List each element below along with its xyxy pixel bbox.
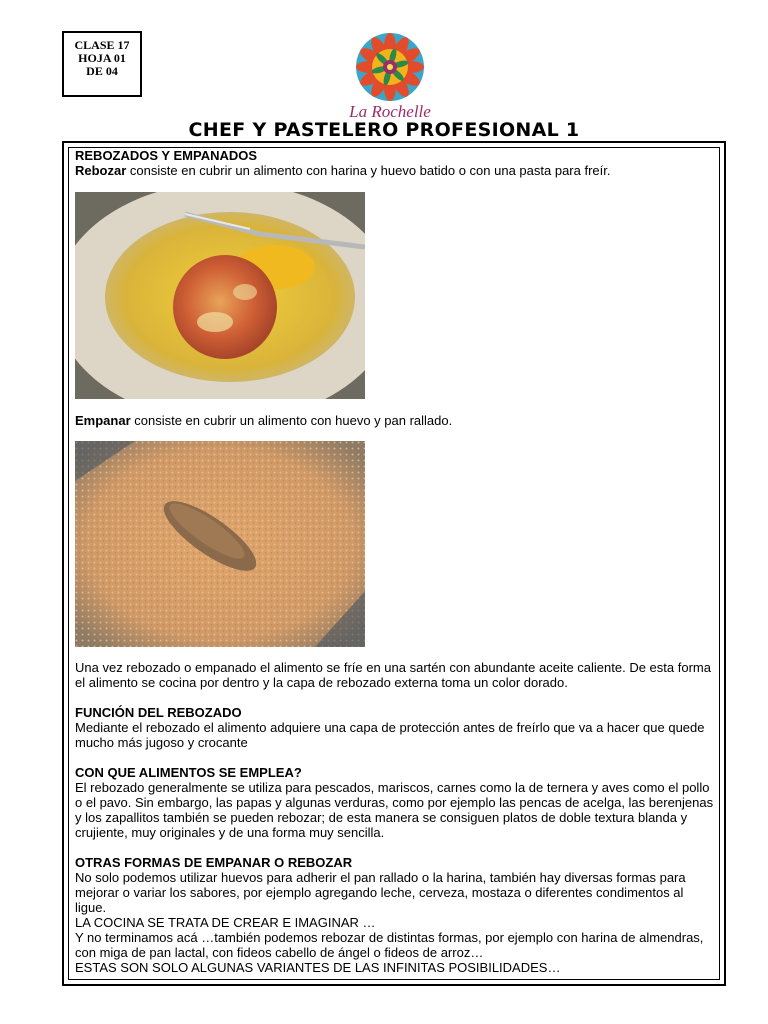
section-heading-alimentos: CON QUE ALIMENTOS SE EMPLEA? — [75, 765, 302, 780]
cocina-line: LA COCINA SE TRATA DE CREAR E IMAGINAR … — [75, 915, 376, 930]
mandala-logo-icon — [348, 32, 432, 102]
logo-wordmark: La Rochelle — [349, 102, 431, 121]
hoja-line: HOJA 01 — [78, 51, 126, 65]
empanar-definition — [75, 413, 715, 428]
empanar-term: Empanar — [75, 413, 131, 428]
frying-paragraph: Una vez rebozado o empanado el alimento se fríe en una sartén con abundante aceite caliente. De esta forma el alimento se cocina por dentro y la capa de rebozado externa toma un color dorado. — [75, 660, 711, 690]
alimentos-paragraph: El rebozado generalmente se utiliza para pescados, mariscos, carnes como la de ternera y aves como el pollo o el pavo. Sin embargo, las papas y algunas verduras, como por ejemplo las pencas de acelga, las berenjenas y los zapallitos también se pueden rebozar; de esta manera se consiguen platos de doble textura blanda y crujiente, muy originales y de una forma muy sencilla. — [75, 780, 714, 840]
rebozar-term: Rebozar — [75, 163, 127, 178]
la-rochelle-logo — [340, 32, 440, 124]
battered-food-photo — [75, 192, 365, 399]
otras-formas-paragraph: No solo podemos utilizar huevos para adherir el pan rallado o la harina, también hay diversas formas para mejorar o variar los sabores, por ejemplo agregando leche, cerveza, mostaza o diferentes condimentos al ligue. — [75, 870, 686, 915]
class-sheet-box — [62, 31, 142, 97]
section-heading-otras-formas: OTRAS FORMAS DE EMPANAR O REBOZAR — [75, 855, 353, 870]
variantes-paragraph: Y no terminamos acá …también podemos rebozar de distintas formas, por ejemplo con harina de almendras, con miga de pan lactal, con fideos cabello de ángel o fideos de arroz… — [75, 930, 704, 960]
document-body — [75, 148, 715, 975]
posibilidades-line: ESTAS SON SOLO ALGUNAS VARIANTES DE LAS INFINITAS POSIBILIDADES… — [75, 960, 561, 975]
de-line: DE 04 — [86, 64, 118, 78]
funcion-paragraph: Mediante el rebozado el alimento adquiere una capa de protección antes de freírlo que va a hacer que quede mucho más jugoso y crocante — [75, 720, 705, 750]
section-heading-rebozados: REBOZADOS Y EMPANADOS — [75, 148, 258, 163]
clase-line: CLASE 17 — [74, 38, 130, 52]
rebozar-definition — [75, 163, 715, 178]
empanar-text: consiste en cubrir un alimento con huevo y pan rallado. — [130, 413, 453, 428]
rebozar-text: consiste en cubrir un alimento con harina y huevo batido o con una pasta para freír. — [126, 163, 611, 178]
section-heading-funcion: FUNCIÓN DEL REBOZADO — [75, 705, 242, 720]
page-title: CHEF Y PASTELERO PROFESIONAL 1 — [188, 119, 580, 141]
breaded-food-photo — [75, 441, 365, 647]
